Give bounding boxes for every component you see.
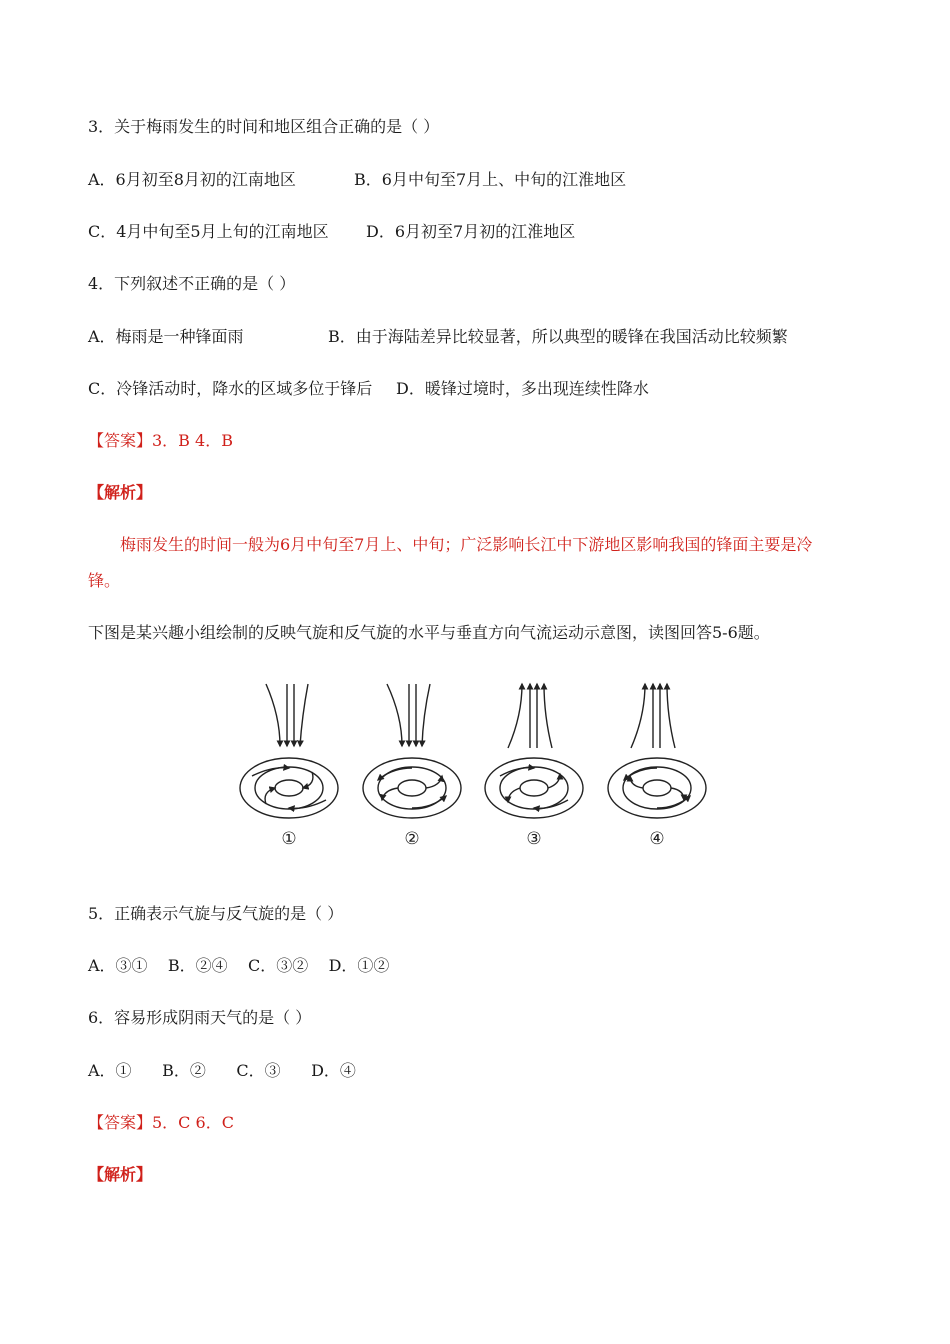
intro-text: 下图是某兴趣小组绘制的反映气旋和反气旋的水平与垂直方向气流运动示意图，读图回答5-6题。 [88,623,770,642]
figure-2-label: ② [404,829,420,849]
q5-stem: 5．正确表示气旋与反气旋的是（ ） [88,904,344,923]
q5-options: A．③① B．②④ C．③② D．①② [88,956,390,975]
figure-3-label: ③ [526,829,542,849]
q4-option-a: A．梅雨是一种锋面雨 [88,327,244,346]
cyclone-anticyclone-diagram [232,676,722,852]
q4-option-b: B．由于海陆差异比较显著，所以典型的暖锋在我国活动比较频繁 [328,327,788,346]
figure-4-group [608,684,706,818]
q3-option-a: A．6月初至8月初的江南地区 [88,170,296,189]
q4-option-c: C．冷锋活动时，降水的区域多位于锋后 [88,379,373,398]
q6-options: A．① B．② C．③ D．④ [88,1061,356,1080]
answer-5-6: 【答案】5．C 6．C [88,1113,234,1132]
figure-3-group [485,684,583,818]
q3-option-d: D．6月初至7月初的江淮地区 [366,222,576,241]
q3-stem: 3．关于梅雨发生的时间和地区组合正确的是（ ） [88,117,440,136]
analysis-text-line1: 梅雨发生的时间一般为6月中旬至7月上、中旬；广泛影响长江中下游地区影响我国的锋面主要是冷 [120,535,813,554]
answer-3-4: 【答案】3．B 4．B [88,431,233,450]
analysis-label-2: 【解析】 [88,1165,153,1184]
q3-option-c: C．4月中旬至5月上旬的江南地区 [88,222,329,241]
figure-2-group [363,684,461,818]
q6-stem: 6．容易形成阴雨天气的是（ ） [88,1008,312,1027]
q4-option-d: D．暖锋过境时，多出现连续性降水 [396,379,649,398]
q3-option-b: B．6月中旬至7月上、中旬的江淮地区 [354,170,627,189]
figure-1-group [240,684,338,818]
analysis-text-line2: 锋。 [88,571,121,590]
q4-stem: 4．下列叙述不正确的是（ ） [88,274,296,293]
figure-1-label: ① [281,829,297,849]
figure-4-label: ④ [649,829,665,849]
analysis-label: 【解析】 [88,483,153,502]
